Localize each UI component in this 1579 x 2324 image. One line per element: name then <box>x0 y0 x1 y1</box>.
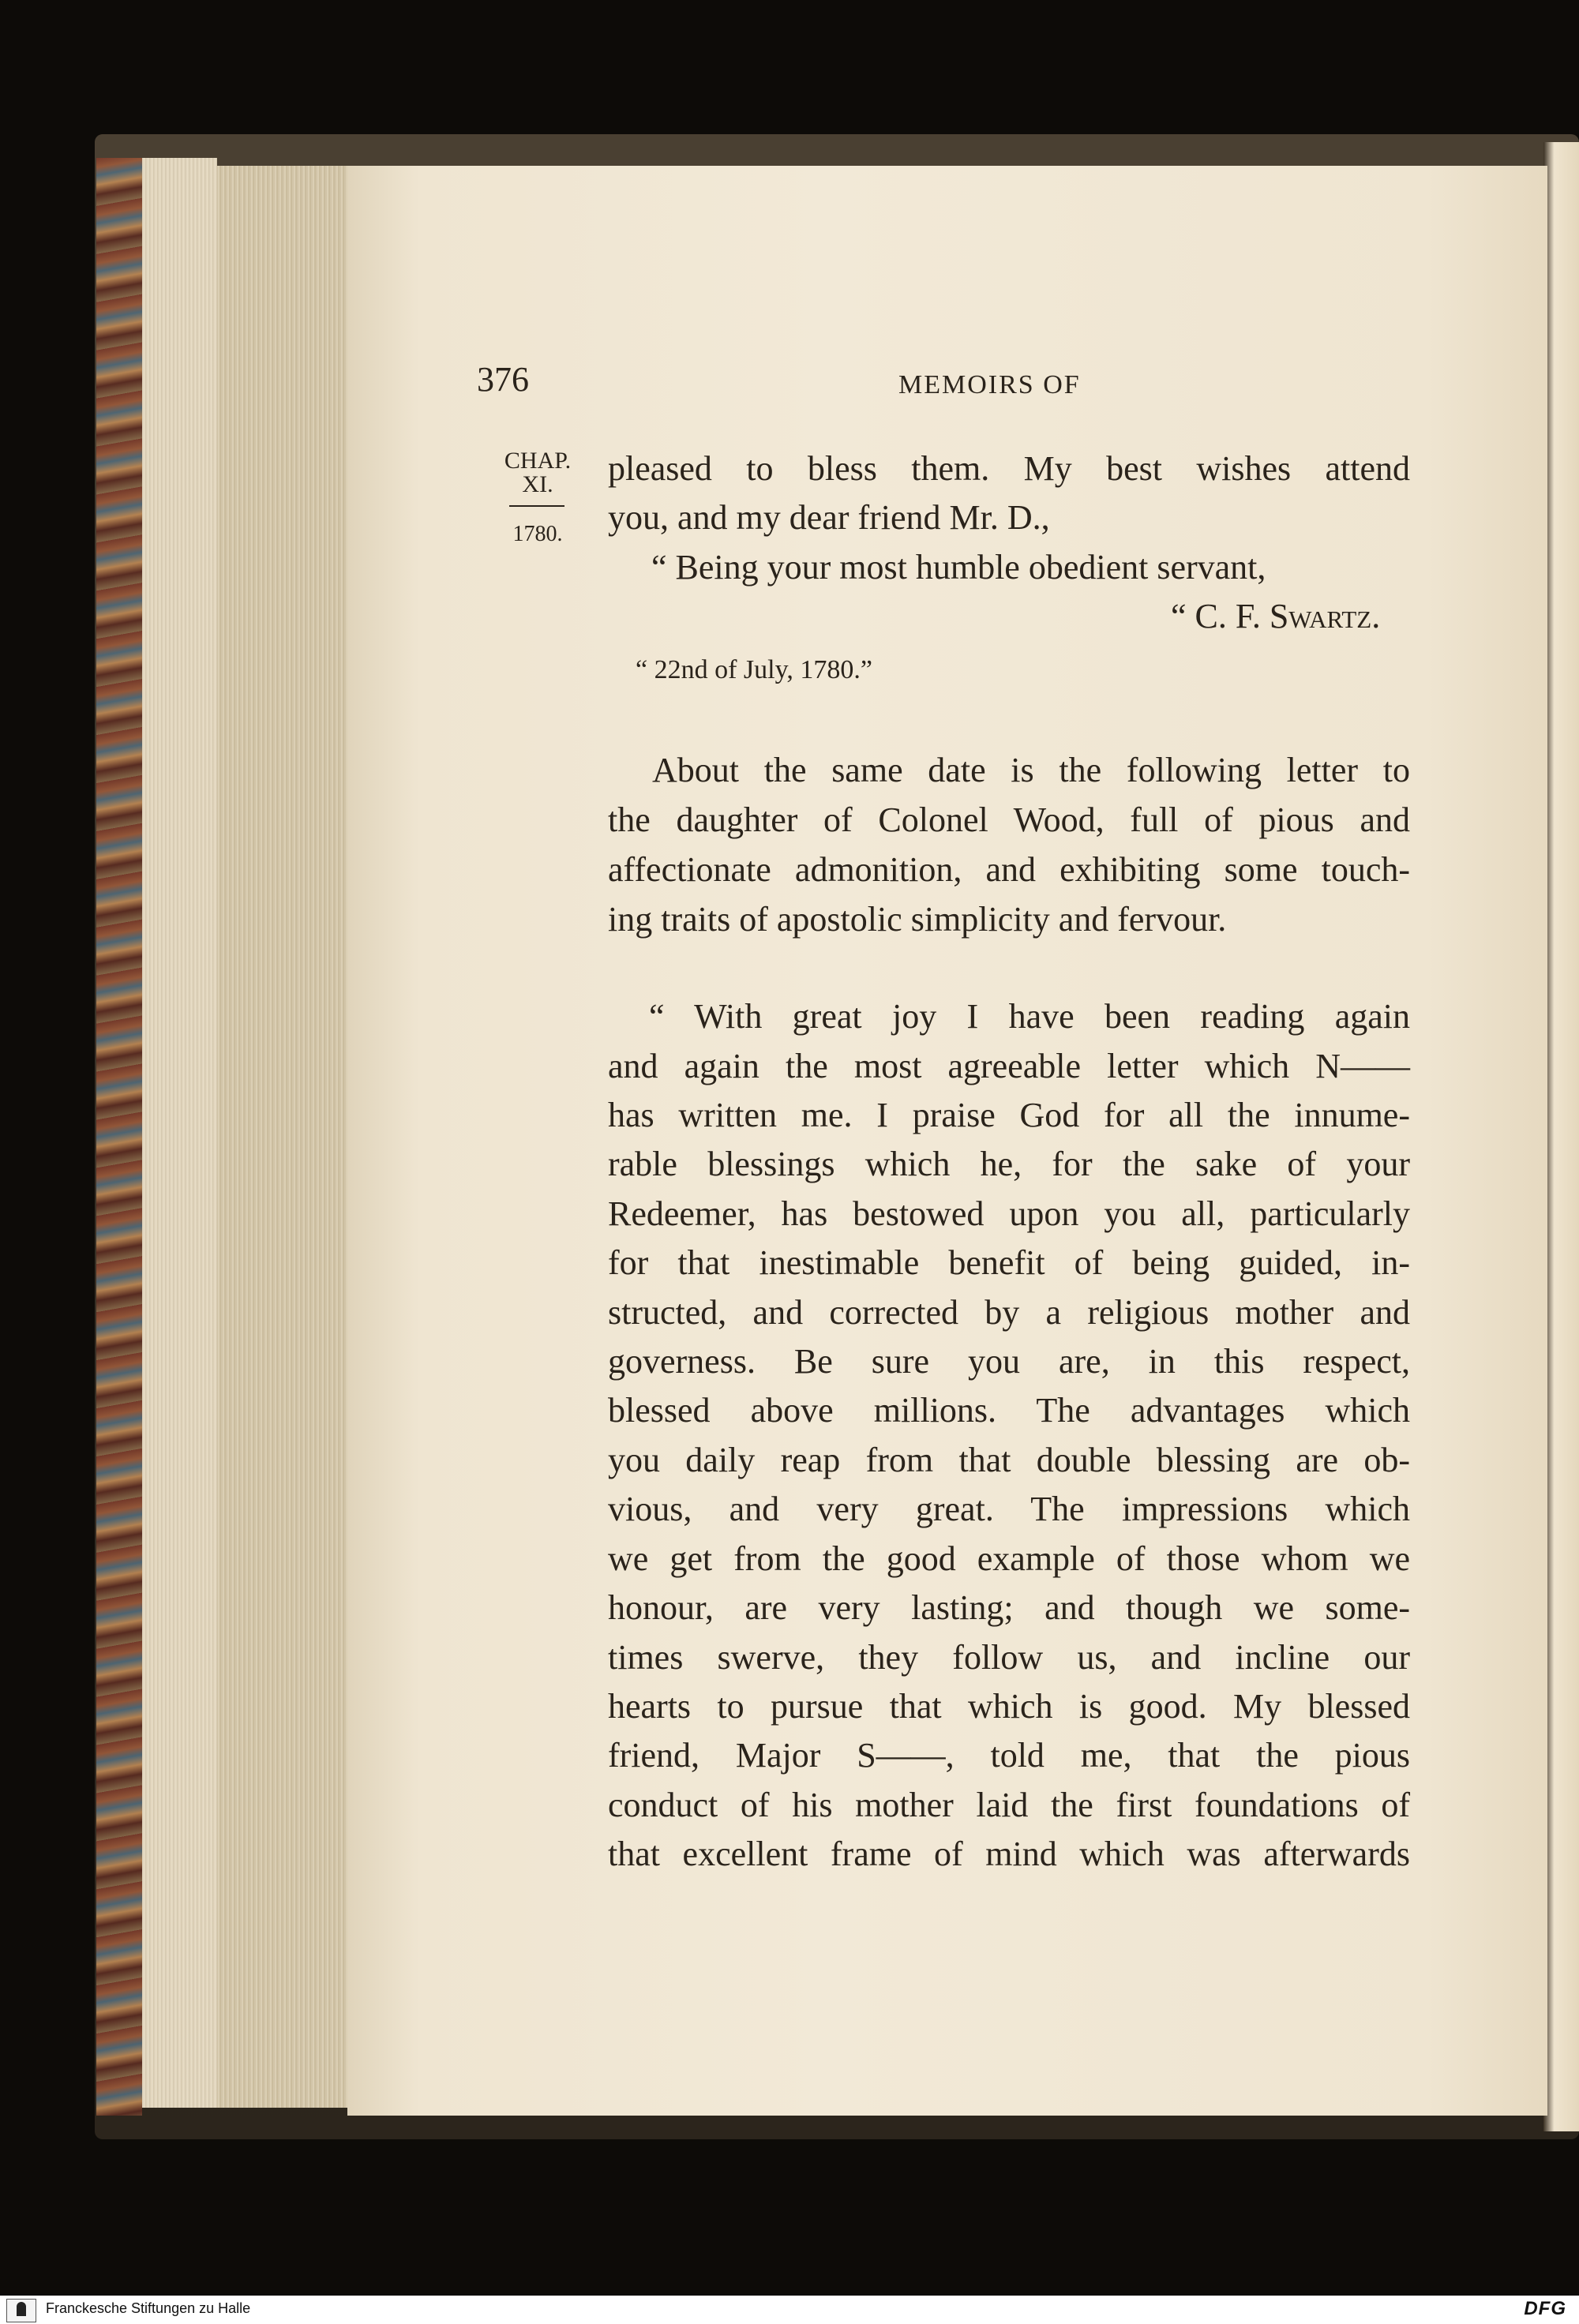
text-line: for that inestimable benefit of being guided, in- <box>608 1243 1410 1282</box>
text-line: “ With great joy I have been reading again <box>649 997 1410 1036</box>
margin-note-chapter: CHAP. <box>504 448 572 474</box>
text-line: friend, Major S——, told me, that the pious <box>608 1736 1410 1775</box>
text-line: that excellent frame of mind which was afterwards <box>608 1835 1410 1873</box>
text-line: has written me. I praise God for all the innume- <box>608 1096 1410 1134</box>
text-line: we get from the good example of those whom we <box>608 1539 1410 1578</box>
facing-page-edge <box>1543 142 1579 2131</box>
text-line: rable blessings which he, for the sake of your <box>608 1145 1410 1183</box>
margin-note-rule <box>509 505 564 507</box>
funder-logo: DFG <box>1524 2298 1566 2319</box>
text-line: About the same date is the following letter to <box>652 751 1410 789</box>
text-line: Redeemer, has bestowed upon you all, particularly <box>608 1194 1410 1233</box>
margin-note-chapter-number: XI. <box>522 471 553 497</box>
text-line: and again the most agreeable letter which N—— <box>608 1047 1410 1085</box>
text-line: structed, and corrected by a religious mother and <box>608 1293 1410 1332</box>
text-line: conduct of his mother laid the first foundations of <box>608 1786 1410 1824</box>
marbled-board-edge <box>96 158 142 2116</box>
letter-dateline: “ 22nd of July, 1780.” <box>636 655 872 684</box>
text-line: vious, and very great. The impressions which <box>608 1490 1410 1528</box>
text-line: blessed above millions. The advantages which <box>608 1391 1410 1430</box>
letter-closing: “ Being your most humble obedient servant, <box>651 548 1266 587</box>
text-line: honour, are very lasting; and though we some- <box>608 1588 1410 1627</box>
text-line: affectionate admonition, and exhibiting some touch- <box>608 850 1410 889</box>
page-number: 376 <box>477 360 529 399</box>
text-line: hearts to pursue that which is good. My blessed <box>608 1687 1410 1726</box>
institution-logo-icon <box>6 2299 36 2322</box>
text-line: ing traits of apostolic simplicity and fervour. <box>608 900 1227 939</box>
institution-credit: Franckesche Stiftungen zu Halle <box>46 2300 251 2316</box>
margin-note-year: 1780. <box>512 522 563 546</box>
running-head: MEMOIRS OF <box>898 370 1081 399</box>
text-line: the daughter of Colonel Wood, full of pious and <box>608 800 1410 839</box>
text-line: times swerve, they follow us, and incline our <box>608 1638 1410 1677</box>
text-line: governess. Be sure you are, in this respect, <box>608 1342 1410 1381</box>
page-stack <box>142 158 217 2108</box>
text-line: you, and my dear friend Mr. D., <box>608 498 1050 537</box>
text-line: you daily reap from that double blessing are ob- <box>608 1441 1410 1479</box>
text-line: pleased to bless them. My best wishes attend <box>608 449 1410 488</box>
letter-signature: “ C. F. Swartz. <box>1171 597 1381 635</box>
